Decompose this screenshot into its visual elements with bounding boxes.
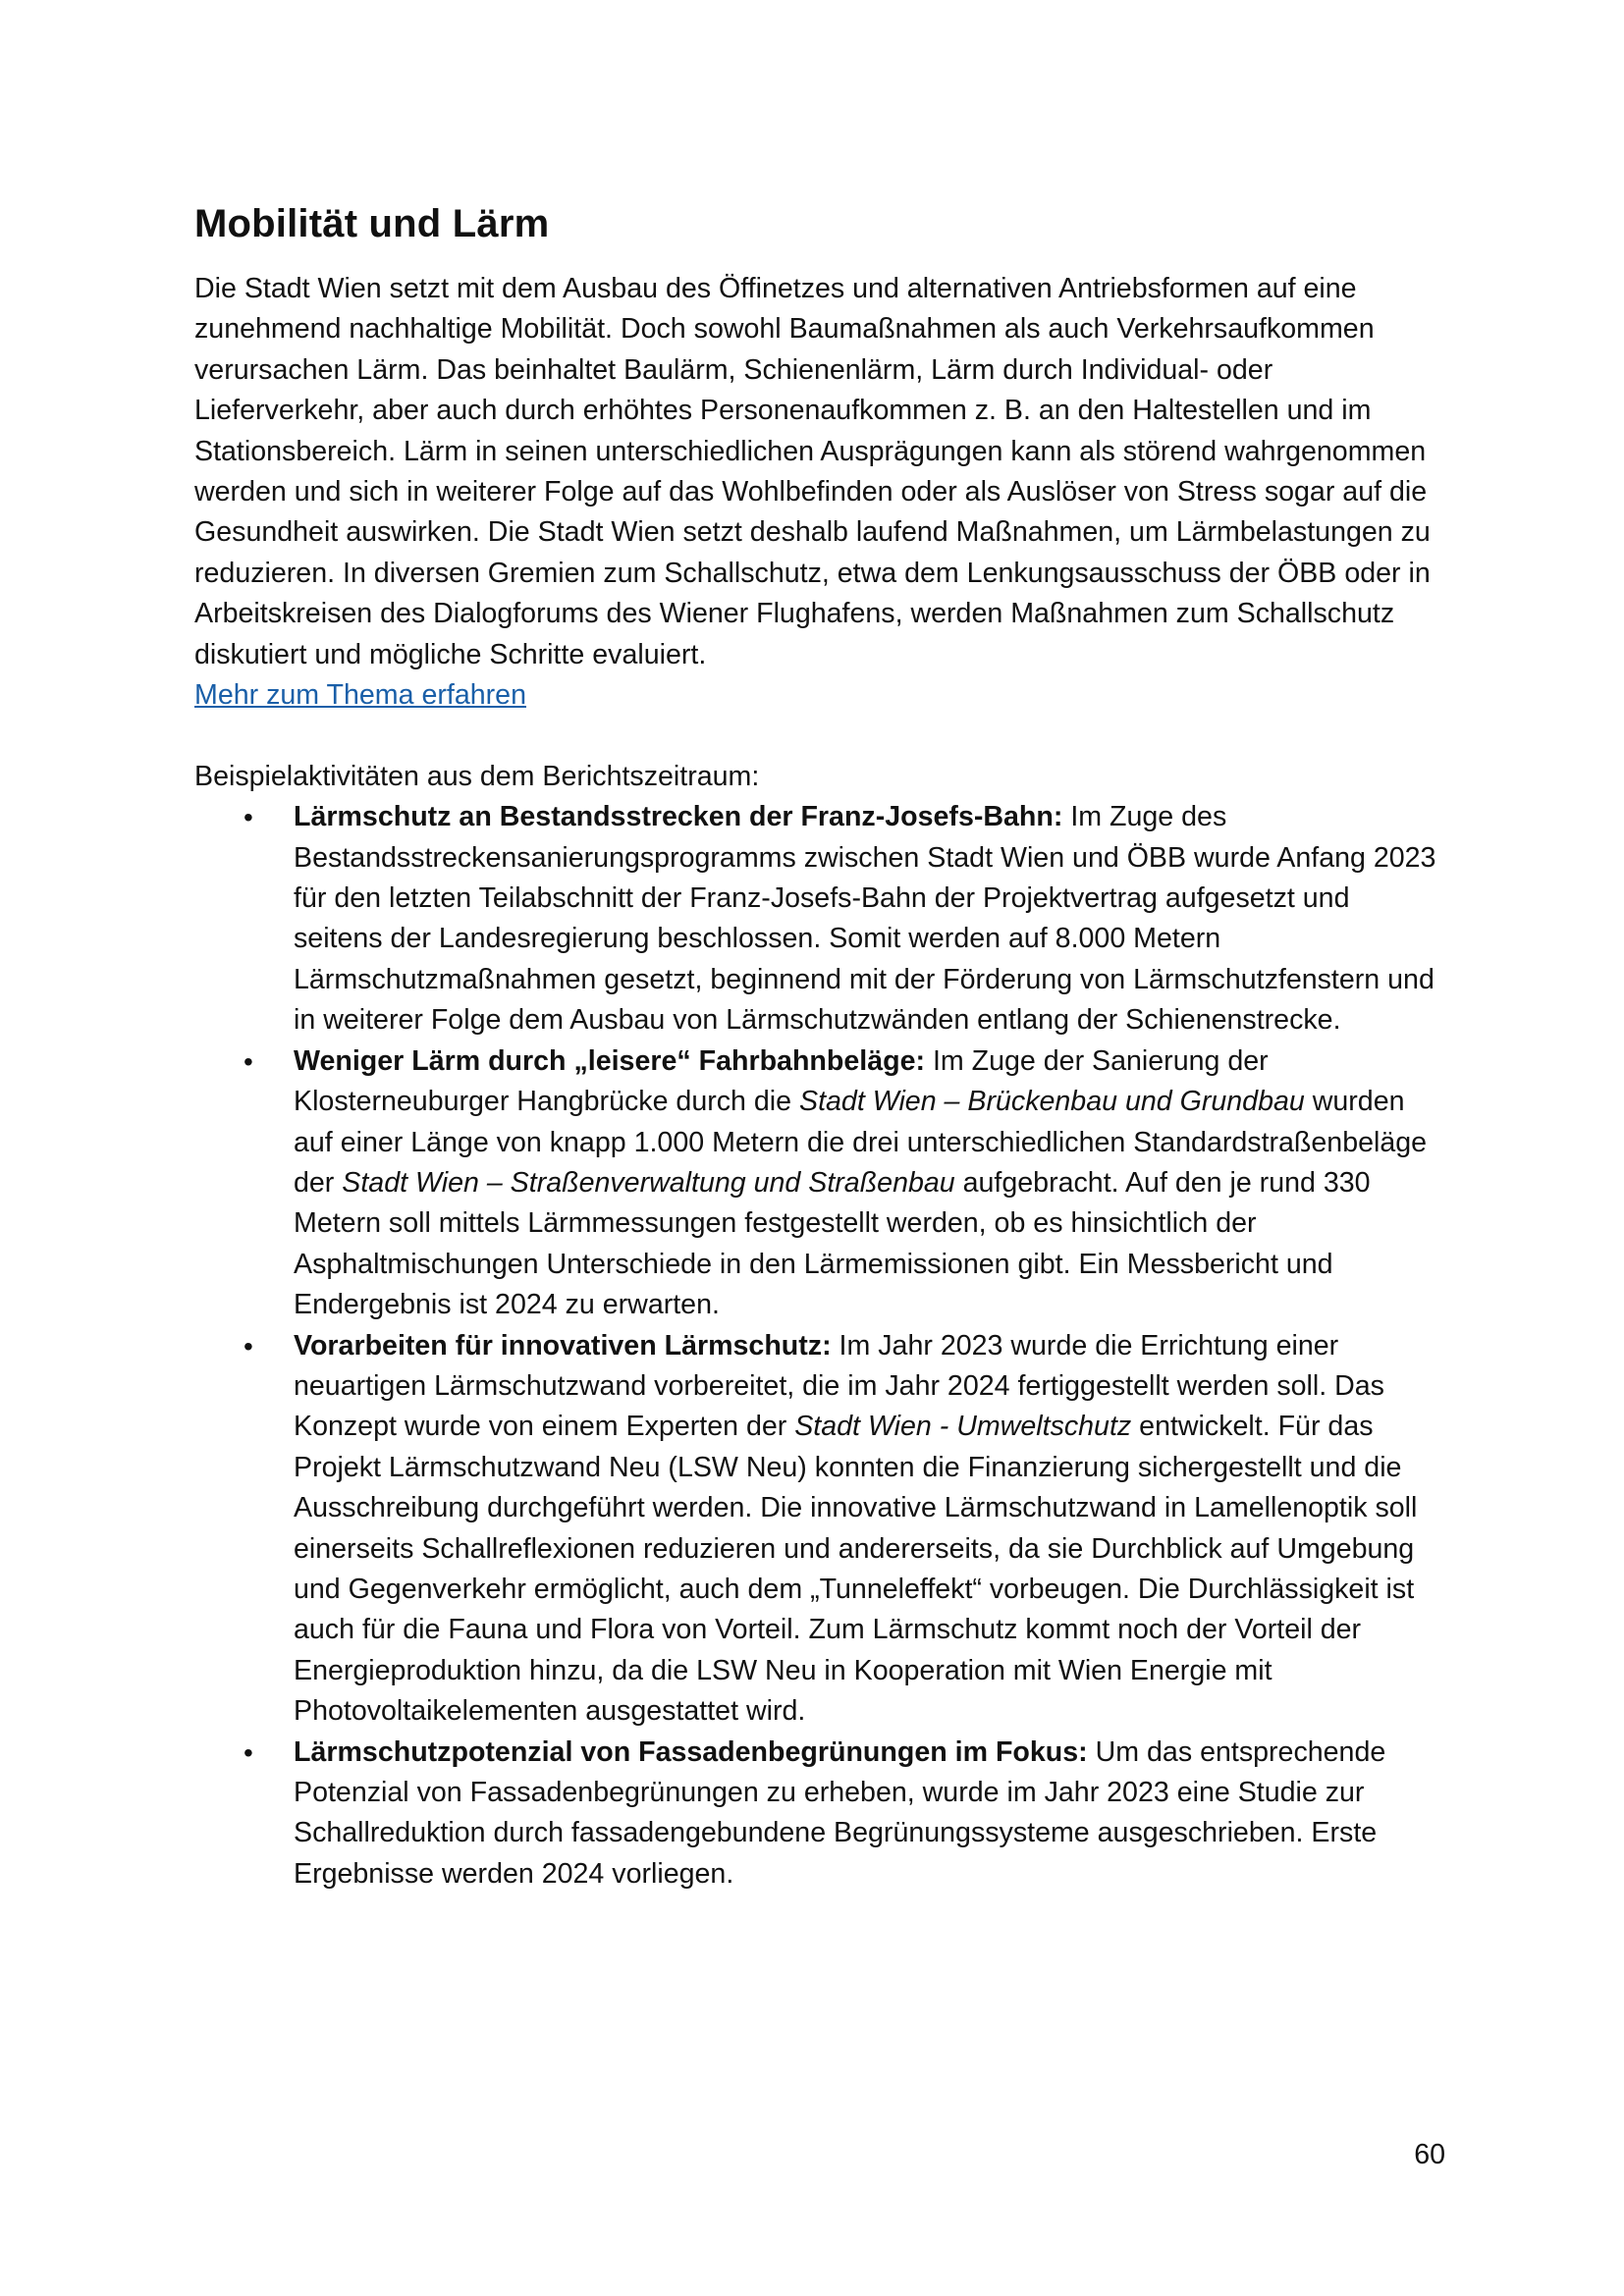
activity-text: Im Zuge der Sanierung der Klosterneuburger Hangbrücke durch die — [294, 1044, 1269, 1118]
organization-name: Stadt Wien – Brückenbau und Grundbau — [799, 1086, 1305, 1118]
intro-paragraph: Die Stadt Wien setzt mit dem Ausbau des Öffinetzes und alternativen Antriebsformen auf eine zunehmend nachhaltige Mobilität. Doch sowohl Baumaßnahmen als auch Verkehrsaufkommen verursachen Lärm. Das beinhaltet Baulärm, Schienenlärm, Lärm durch Individual- oder Lieferverkehr, aber auch durch erhöhtes Personenaufkommen z. B. an den Haltestellen und im Stationsbereich. Lärm in seinen unterschiedlichen Ausprägungen kann als störend wahrgenommen werden und sich in weiterer Folge auf das Wohlbefinden oder als Auslöser von Stress sogar auf die Gesundheit auswirken. Die Stadt Wien setzt deshalb laufend Maßnahmen, um Lärmbelastungen zu reduzieren. In diversen Gremien zum Schallschutz, etwa dem Lenkungsausschuss der ÖBB oder in Arbeitskreisen des Dialogforums des Wiener Flughafens, werden Maßnahmen zum Schallschutz diskutiert und mögliche Schritte evaluiert. — [194, 273, 1431, 670]
activity-text: aufgebracht. Auf den je rund 330 Metern soll mittels Lärmmessungen festgestellt werden, ob es hinsichtlich der Asphaltmischungen Unterschiede in den Lärmemissionen gibt. Ein Messbericht und Endergebnis ist 2024 zu erwarten. — [294, 1166, 1371, 1321]
more-info-link[interactable]: Mehr zum Thema erfahren — [194, 679, 526, 712]
activity-text: entwickelt. Für das Projekt Lärmschutzwand Neu (LSW Neu) konnten die Finanzierung sichergestellt und die Ausschreibung durchgeführt werden. Die innovative Lärmschutzwand in Lamellenoptik soll einerseits Schallreflexionen reduzieren und andererseits, da sie Durchblick auf Umgebung und Gegenverkehr ermöglicht, auch dem „Tunneleffekt“ vorbeugen. Die Durchlässigkeit ist auch für die Fauna und Flora von Vorteil. Zum Lärmschutz kommt noch der Vorteil der Energieproduktion hinzu, da die LSW Neu in Kooperation mit Wien Energie mit Photovoltaikelementen ausgestattet wird. — [294, 1411, 1418, 1728]
bullet-icon: • — [244, 1736, 253, 1768]
activity-item — [244, 1326, 1443, 1733]
activity-title: Lärmschutz an Bestandsstrecken der Franz-Josefs-Bahn: — [294, 801, 1063, 833]
section-heading: Mobilität und Lärm — [194, 202, 550, 245]
bullet-icon: • — [244, 1045, 253, 1077]
activities-list — [194, 797, 1443, 1895]
activity-item — [244, 1041, 1443, 1326]
organization-name: Stadt Wien - Umweltschutz — [794, 1411, 1132, 1443]
activity-item — [244, 797, 1443, 1041]
page-content — [194, 196, 1443, 1895]
activity-title: Lärmschutzpotenzial von Fassadenbegrünungen im Fokus: — [294, 1735, 1088, 1768]
activity-text: Im Zuge des Bestandsstreckensanierungsprogramms zwischen Stadt Wien und ÖBB wurde Anfang 2023 für den letzten Teilabschnitt der Franz-Josefs-Bahn der Projektvertrag aufgesetzt und seitens der Landesregierung beschlossen. Somit werden auf 8.000 Metern Lärmschutzmaßnahmen gesetzt, beginnend mit der Förderung von Lärmschutzfenstern und in weiterer Folge dem Ausbau von Lärmschutzwänden entlang der Schienenstrecke. — [294, 801, 1436, 1037]
activity-text: Im Jahr 2023 wurde die Errichtung einer neuartigen Lärmschutzwand vorbereitet, die im Jahr 2024 fertiggestellt werden soll. Das Konzept wurde von einem Experten der — [294, 1329, 1384, 1443]
activity-text: Um das entsprechende Potenzial von Fassadenbegrünungen zu erheben, wurde im Jahr 2023 eine Studie zur Schallreduktion durch fassadengebundene Begrünungssysteme ausgeschrieben. Erste Ergebnisse werden 2024 vorliegen. — [294, 1735, 1386, 1890]
organization-name: Stadt Wien – Straßenverwaltung und Straßenbau — [342, 1166, 955, 1199]
activity-title: Weniger Lärm durch „leisere“ Fahrbahnbeläge: — [294, 1044, 925, 1077]
bullet-icon: • — [244, 1330, 253, 1362]
activities-intro: Beispielaktivitäten aus dem Berichtszeitraum: — [194, 760, 760, 792]
activity-item — [244, 1733, 1443, 1896]
bullet-icon: • — [244, 802, 253, 833]
activity-text: wurden auf einer Länge von knapp 1.000 Metern die drei unterschiedlichen Standardstraßenbeläge der — [294, 1086, 1428, 1199]
page-number: 60 — [1414, 2139, 1445, 2170]
activity-title: Vorarbeiten für innovativen Lärmschutz: — [294, 1329, 832, 1362]
